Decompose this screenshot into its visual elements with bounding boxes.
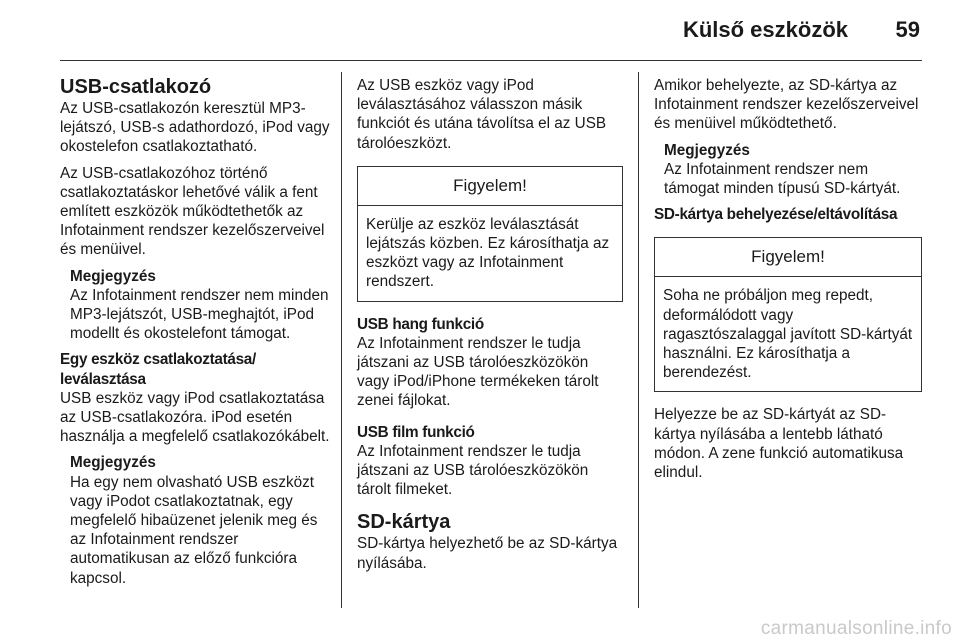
note-text: Az Infotainment rendszer nem támogat minden típusú SD-kártyát. xyxy=(664,160,901,198)
note-label: Megjegyzés xyxy=(70,267,156,285)
note-text: Ha egy nem olvasható USB eszközt vagy iPodot csatlakoztatnak, egy megfelelő hibaüzenet jelenik meg és az Infotainment rendszer automatikusan az előző funkcióra kapcsol. xyxy=(70,473,318,587)
sd-insert-remove-title: SD-kártya behelyezése/eltávolítása xyxy=(654,206,898,224)
warning-text: Soha ne próbáljon meg repedt, deformálódott vagy ragasztószalaggal javított SD-kártyát használni. Ez károsíthatja a berendezést. xyxy=(663,287,913,382)
column-divider-2 xyxy=(638,72,639,608)
usb-audio-paragraph: Az Infotainment rendszer le tudja játszani az USB tárolóeszközökön vagy iPod/iPhone termékeken tárolt zenei fájlokat. xyxy=(357,334,599,410)
usb-intro-paragraph: Az USB-csatlakozón keresztül MP3-lejátszó, USB-s adathordozó, iPod vagy okostelefon csatlakoztatható. xyxy=(60,100,330,156)
sd-card-operation-paragraph: Amikor behelyezte, az SD-kártya az Infotainment rendszer kezelőszerveivel és menüivel működtethető. xyxy=(654,77,919,133)
watermark: carmanualsonline.info xyxy=(760,618,952,639)
column-1 xyxy=(60,76,330,595)
sd-insert-paragraph: Helyezze be az SD-kártyát az SD-kártya nyílásába a lentebb látható módon. A zene funkció automatikusa elindul. xyxy=(654,406,904,482)
connect-subsection-title: Egy eszköz csatlakoztatása/ leválasztása xyxy=(60,351,256,388)
note-label: Megjegyzés xyxy=(664,141,750,159)
usb-video-paragraph: Az Infotainment rendszer le tudja játszani az USB tárolóeszközökön tárolt filmeket. xyxy=(357,442,589,499)
remove-device-paragraph: Az USB eszköz vagy iPod leválasztásához válasszon másik funkciót és utána távolítsa el az USB tárolóeszközt. xyxy=(357,77,607,152)
warning-box-disconnect xyxy=(357,166,623,302)
note-label: Megjegyzés xyxy=(70,454,156,472)
note-supported-devices xyxy=(70,267,330,344)
usb-operation-paragraph: Az USB-csatlakozóhoz történő csatlakoztatáskor lehetővé válik a fent említett eszközök működtethetők az Infotainment rendszer kezelőszerveivel és menüivel. xyxy=(60,164,325,259)
warning-box-damaged-card xyxy=(654,237,922,392)
sd-card-intro-paragraph: SD-kártya helyezhető be az SD-kártya nyílásába. xyxy=(357,535,618,572)
column-2 xyxy=(357,76,623,580)
column-3 xyxy=(654,76,922,489)
page-number: 59 xyxy=(895,17,920,42)
usb-audio-title: USB hang funkció xyxy=(357,315,484,333)
warning-title: Figyelem! xyxy=(358,167,622,206)
note-sd-support xyxy=(664,141,922,199)
page-header-title: Külső eszközök xyxy=(682,17,848,42)
sd-card-section-title: SD-kártya xyxy=(357,511,451,534)
warning-text: Kerülje az eszköz leválasztását lejátszás közben. Ez károsíthatja az eszközt vagy az Infotainment rendszert. xyxy=(366,215,610,291)
connect-paragraph: USB eszköz vagy iPod csatlakoztatása az USB-csatlakozóra. iPod esetén használja a megfelelő csatlakozókábelt. xyxy=(60,389,330,446)
header-divider xyxy=(60,60,922,61)
warning-title: Figyelem! xyxy=(655,238,921,277)
column-divider-1 xyxy=(341,72,342,608)
usb-section-title: USB-csatlakozó xyxy=(60,76,212,98)
note-unreadable-device xyxy=(70,453,330,587)
note-text: Az Infotainment rendszer nem minden MP3-lejátszót, USB-meghajtót, iPod modellt és okostelefont támogat. xyxy=(70,286,329,343)
usb-video-title: USB film funkció xyxy=(357,423,475,441)
